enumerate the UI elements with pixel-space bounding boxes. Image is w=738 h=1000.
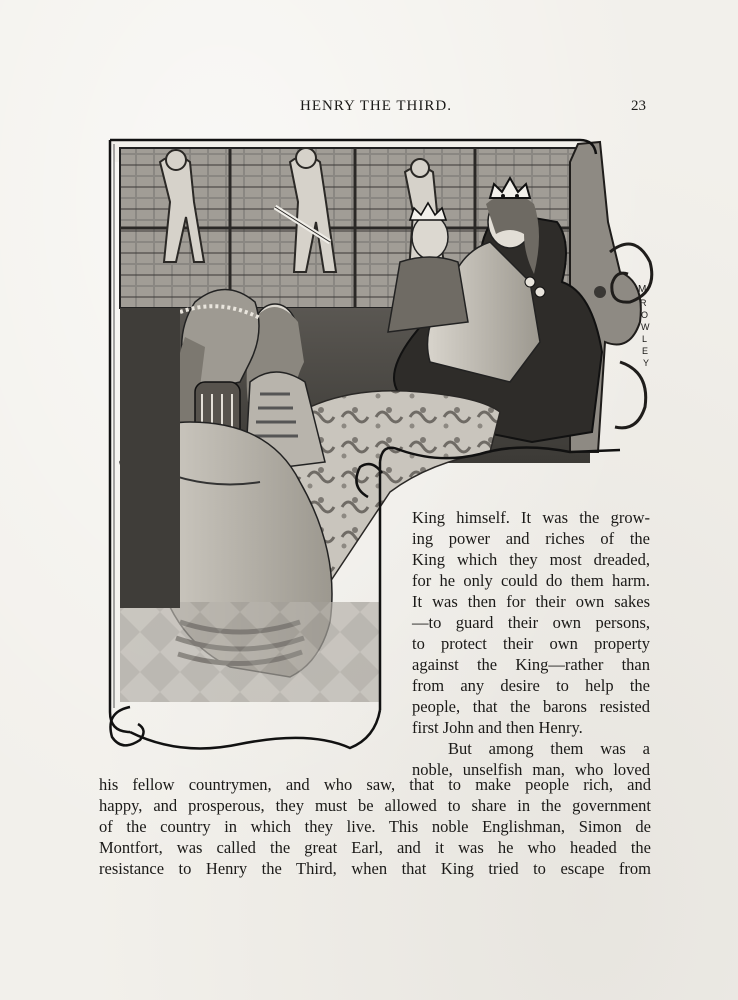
text-line: to protect their own property — [412, 634, 650, 653]
svg-text:E: E — [642, 346, 649, 356]
text-line: King which they most dreaded, — [412, 550, 650, 569]
text-line: of the country in which they live. This noble Englishman, Simon de — [99, 817, 651, 836]
text-line: Montfort, was called the great Earl, and it was he who headed the — [99, 838, 651, 857]
paragraph-start-line: But among them was a — [448, 739, 650, 758]
svg-text:M: M — [638, 284, 647, 295]
signature-mark — [636, 280, 654, 370]
text-line: against the King—rather than — [412, 655, 650, 674]
page-number: 23 — [631, 98, 646, 114]
text-line: people, that the barons resisted — [412, 697, 650, 716]
text-line: for he only could do them harm. — [412, 571, 650, 590]
body-text-full-width — [99, 774, 651, 879]
svg-text:R: R — [640, 298, 647, 308]
text-line: first John and then Henry. — [412, 718, 583, 737]
text-line: happy, and prosperous, they must be allowed to share in the government — [99, 796, 651, 815]
text-line: ing power and riches of the — [412, 529, 650, 548]
running-title: HENRY THE THIRD. — [300, 98, 452, 114]
text-line: It was then for their own sakes — [412, 592, 650, 611]
svg-text:W: W — [641, 322, 650, 332]
text-line: noble, unselfish man, who loved — [412, 760, 650, 779]
text-line: his fellow countrymen, and who saw, that to make people rich, and — [99, 775, 651, 794]
artist-signature — [636, 280, 654, 370]
text-line: King himself. It was the grow- — [412, 508, 650, 527]
text-line: from any desire to help the — [412, 676, 650, 695]
svg-text:O: O — [641, 310, 649, 320]
svg-text:Y: Y — [643, 358, 650, 368]
body-text-side-column — [412, 507, 650, 780]
svg-text:L: L — [642, 334, 648, 344]
text-line: resistance to Henry the Third, when that King tried to escape from — [99, 859, 651, 878]
text-line: —to guard their own persons, — [412, 613, 650, 632]
